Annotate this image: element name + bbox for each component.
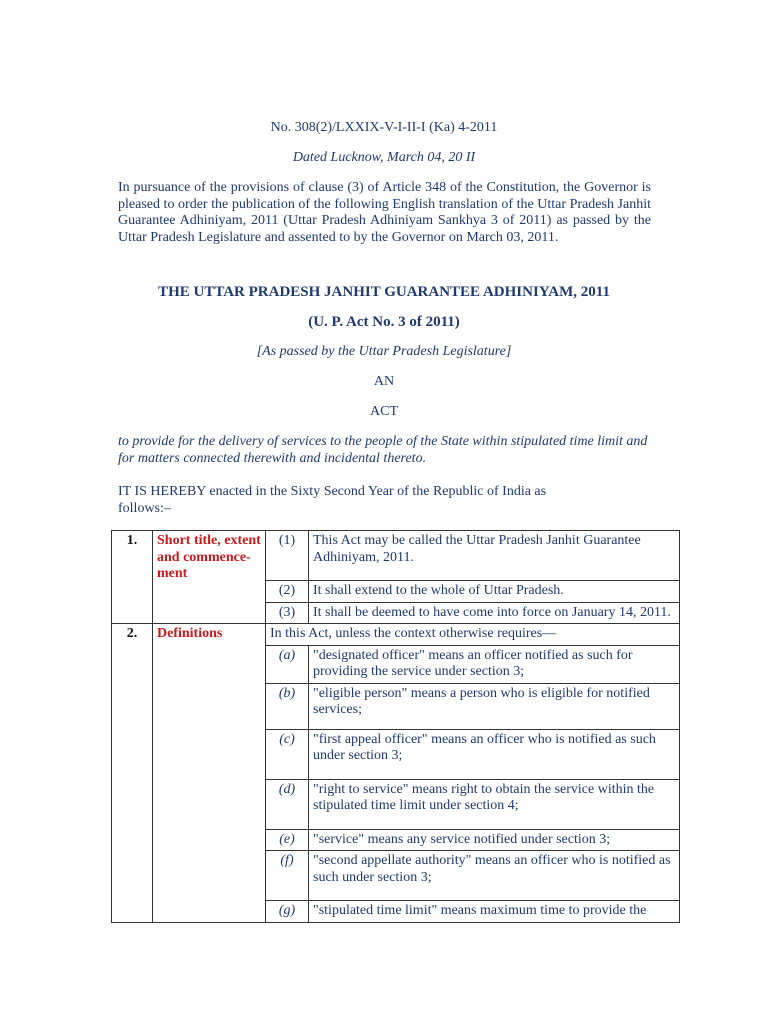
act-label: ACT — [370, 404, 398, 419]
clause-label: (3) — [266, 602, 309, 624]
an-label: AN — [373, 374, 395, 389]
clause-label: (c) — [266, 729, 309, 779]
clause-label: (e) — [266, 829, 309, 851]
sections-table — [111, 530, 680, 923]
clause-text: "service" means any service notified under section 3; — [309, 829, 680, 851]
section-heading: Short title, extent and commence-ment — [153, 531, 266, 624]
section-number: 2. — [112, 624, 153, 923]
passed-by-note: [As passed by the Uttar Pradesh Legislature] — [256, 344, 512, 359]
clause-label: (2) — [266, 581, 309, 603]
clause-text: "first appeal officer" means an officer who is notified as such under section 3; — [309, 729, 680, 779]
enactment-text: IT IS HEREBY enacted in the Sixty Second Year of the Republic of India as follows:– — [118, 484, 547, 516]
clause-text: It shall be deemed to have come into force on January 14, 2011. — [309, 602, 680, 624]
clause-label: (g) — [266, 901, 309, 923]
clause-text: "eligible person" means a person who is eligible for notified services; — [309, 683, 680, 729]
act-number: (U. P. Act No. 3 of 2011) — [308, 314, 460, 330]
clause-text: "designated officer" means an officer notified as such for providing the service under section 3; — [309, 645, 680, 683]
clause-label: (b) — [266, 683, 309, 729]
clause-label: (d) — [266, 779, 309, 829]
dated-line: Dated Lucknow, March 04, 20 II — [292, 150, 476, 165]
intro-paragraph: In pursuance of the provisions of clause (3) of Article 348 of the Constitution, the Governor is pleased to order the publication of the following English translation of the Uttar Pradesh Janhit Guarantee Adhiniyam, 2011 (Uttar Pradesh Adhiniyam Sankhya 3 of 2011) as passed by the Uttar Pradesh Legislature and assented to by the Governor on March 03, 2011. — [118, 180, 651, 245]
clause-text: "right to service" means right to obtain the service within the stipulated time limit under section 4; — [309, 779, 680, 829]
section-heading: Definitions — [153, 624, 266, 923]
clause-text: "second appellate authority" means an officer who is notified as such under section 3; — [309, 851, 680, 901]
clause-text: This Act may be called the Uttar Pradesh Janhit Guarantee Adhiniyam, 2011. — [309, 531, 680, 581]
table-row — [112, 531, 680, 581]
clause-text: It shall extend to the whole of Uttar Pradesh. — [309, 581, 680, 603]
clause-label: (a) — [266, 645, 309, 683]
clause-label: (1) — [266, 531, 309, 581]
notification-number: No. 308(2)/LXXIX-V-I-II-I (Ka) 4-2011 — [270, 120, 498, 135]
clause-text: "stipulated time limit" means maximum time to provide the — [309, 901, 680, 923]
section-intro: In this Act, unless the context otherwise requires— — [266, 624, 680, 646]
purpose-text: to provide for the delivery of services to the people of the State within stipulated time limit and for matters connected therewith and incidental thereto. — [118, 434, 648, 466]
table-row — [112, 624, 680, 646]
section-number: 1. — [112, 531, 153, 624]
clause-label: (f) — [266, 851, 309, 901]
act-title: THE UTTAR PRADESH JANHIT GUARANTEE ADHINIYAM, 2011 — [158, 284, 610, 300]
